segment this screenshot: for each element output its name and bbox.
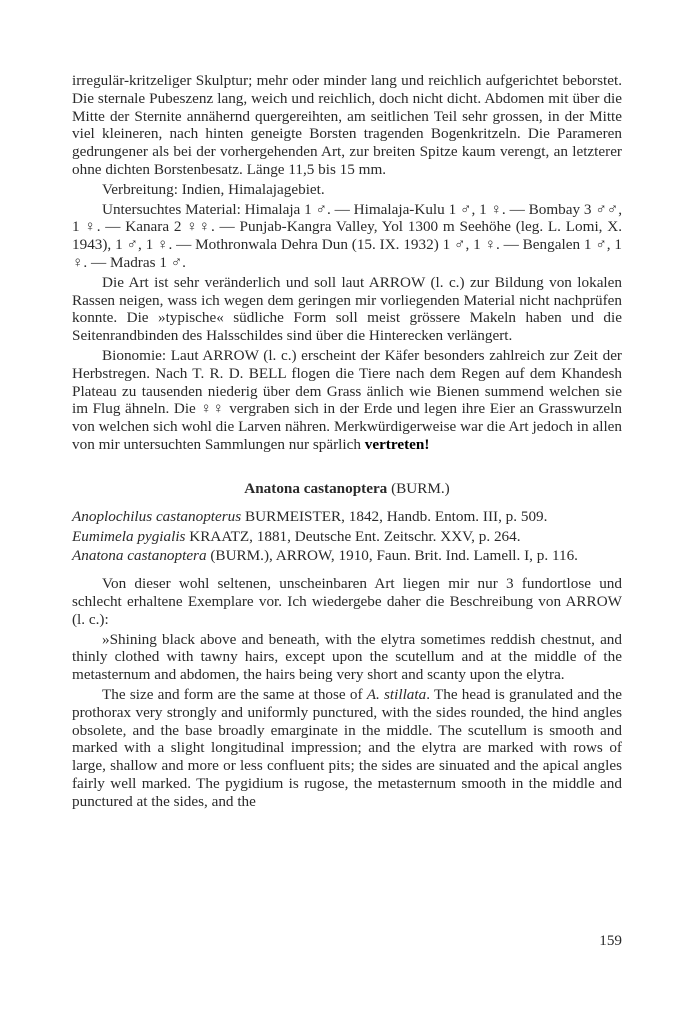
reference-taxon: Anatona castanoptera [72,547,207,565]
synonymy-references [72,508,622,565]
reference-entry [72,547,622,565]
page-number: 159 [599,932,622,949]
species-name-italic: A. stillata [366,685,427,703]
body-text-bottom [72,575,622,810]
species-heading [72,480,622,498]
paragraph-material: Untersuchtes Material: Himalaja 1 ♂. — Himalaja-Kulu 1 ♂, 1 ♀. — Bombay 3 ♂♂, 1 ♀. — Kanara 2 ♀♀. — Punjab-Kangra Valley, Yol 1300 m Seehöhe (leg. L. Lomi, X. 1943), 1 ♂, 1 ♀. — Mothronwala Dehra Dun (15. IX. 1932) 1 ♂, 1 ♀. — Bengalen 1 ♂, 1 ♀. — Madras 1 ♂. [72,200,622,271]
species-heading-name: Anatona castanoptera [244,479,388,497]
paragraph-quote: »Shining black above and beneath, with the elytra sometimes reddish chestnut, and thinly clothed with tawny hairs, except upon the scutellum and at the middle of the metasternum and abdomen, the hairs being very short and scanty upon the elytra. [72,630,622,684]
paragraph-distribution: Verbreitung: Indien, Himalajagebiet. [102,180,325,198]
body-text-top [72,72,622,454]
paragraph-quote-continued: The size and form are the same at those of A. stillata. The head is granulated and the prothorax very strongly and uniformly punctured, with the sides rounded, the hind angles obsolete, and the base broadly emarginate in the middle. The scutellum is smooth and marked with a slight longitudinal impression; and the elytra are marked with rows of large, shallow and more or less confluent pits; the sides are sinuated and the apical angles fairly well marked. The pygidium is rugose, the metasternum smooth in the middle and punctured at the sides, and the [72,685,622,810]
reference-entry [72,508,622,526]
paragraph: Von dieser wohl seltenen, unscheinbaren Art liegen mir nur 3 fundortlose und schlecht erhaltene Exemplare vor. Ich wiedergebe daher die Beschreibung von ARROW (l. c.): [72,575,622,628]
paragraph: irregulär-kritzeliger Skulptur; mehr oder minder lang und reichlich aufgerichtet beborstet. Die sternale Pubeszenz lang, weich und reichlich, doch nicht dicht. Abdomen mit über die Mitte der Sternite annähernd quergereihten, am seitlichen Teil sehr grossen, in der Mitte viel kleineren, nach hinten geneigte Borsten tragenden Bogenkritzeln. Die Parameren gedrungener als bei der vorhergehenden Art, zur breiten Spitze kaum verengt, an letzterer ohne dichten Borstenbesatz. Länge 11,5 bis 15 mm. [72,72,622,178]
reference-citation: BURMEISTER, 1842, Handb. Entom. III, p. 509. [244,507,548,525]
species-heading-author: (BURM.) [391,479,450,497]
reference-taxon: Anoplochilus castanopterus [72,507,242,525]
paragraph-bionomics: Bionomie: Laut ARROW (l. c.) erscheint der Käfer besonders zahlreich zur Zeit der Herbstregen. Nach T. R. D. BELL flogen die Tiere nach dem Regen auf dem Khandesh Plateau zu tausenden niederig über dem Grass änlich wie Bienen summend welchen sie im Flug ähneln. Die ♀♀ vergraben sich in der Erde und legen ihre Eier an Grasswurzeln von welchen sich wohl die Larven nähren. Merkwürdigerweise war die Art jedoch in allen von mir untersuchten Sammlungen nur spärlich vertreten! [72,346,622,453]
paragraph: Die Art ist sehr veränderlich und soll laut ARROW (l. c.) zur Bildung von lokalen Rassen neigen, wass ich wegen dem geringen mir vorliegenden Material nicht nachprüfen konnte. Die »typische« südliche Form soll meist grössere Makeln haben und die Seitenrandbinden des Halsschildes sind über die Hinterecken verlängert. [72,273,622,345]
reference-citation: (BURM.), ARROW, 1910, Faun. Brit. Ind. Lamell. I, p. 116. [210,547,578,565]
reference-entry [72,528,622,546]
reference-citation: KRAATZ, 1881, Deutsche Ent. Zeitschr. XXV, p. 264. [189,527,521,545]
emphasized-word: vertreten! [364,435,430,453]
reference-taxon: Eumimela pygialis [72,527,186,545]
